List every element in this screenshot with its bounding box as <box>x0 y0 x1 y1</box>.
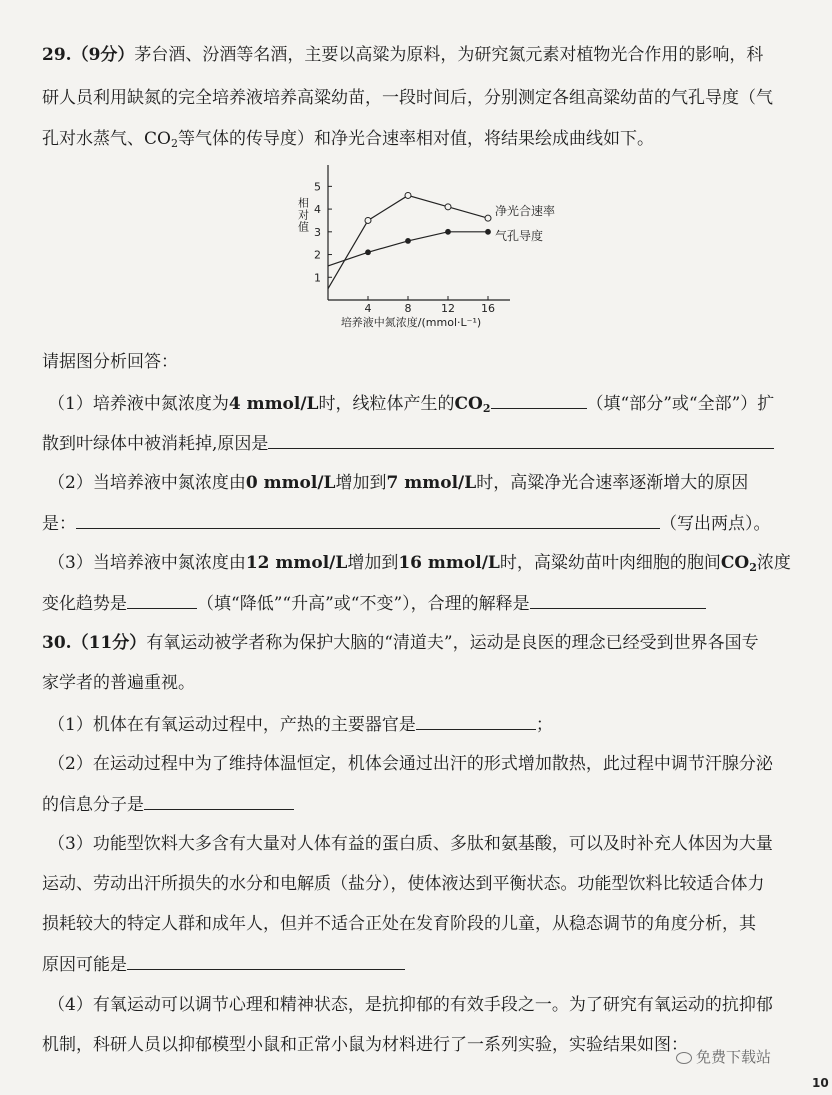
q29-line3: 孔对水蒸气、CO2等气体的传导度）和净光合速率相对值，将结果绘成曲线如下。 <box>42 129 654 150</box>
answer-blank-1[interactable] <box>491 392 587 409</box>
y-tick-label: 3 <box>314 225 321 239</box>
data-point <box>365 217 371 223</box>
y-tick-label: 4 <box>314 203 321 217</box>
q29-text1: 茅台酒、汾酒等名酒，主要以高粱为原料，为研究氮元素对植物光合作用的影响，科 <box>134 45 764 65</box>
watermark: 免费下载站 <box>676 1046 771 1067</box>
answer-blank-4[interactable] <box>127 592 197 609</box>
q30-part3-line4: 原因可能是 <box>42 953 405 976</box>
x-tick-label: 16 <box>481 302 495 315</box>
wechat-icon <box>676 1052 692 1064</box>
y-axis-label: 相对值 <box>296 197 310 233</box>
q30-part3-line3: 损耗较大的特定人群和成年人，但并不适合正处在发育阶段的儿童，从稳态调节的角度分析，其 <box>42 914 756 934</box>
q29-part1-line1: （1）培养液中氮浓度为4 mmol/L时，线粒体产生的CO2 （填“部分”或“全部”）扩 <box>48 394 775 415</box>
y-tick-label: 2 <box>314 248 321 262</box>
data-point <box>405 192 411 198</box>
q29-line2: 研人员利用缺氮的完全培养液培养高粱幼苗，一段时间后，分别测定各组高粱幼苗的气孔导度（气 <box>42 88 773 108</box>
y-tick-label: 1 <box>314 271 321 285</box>
q30-part4-line2: 机制，科研人员以抑郁模型小鼠和正常小鼠为材料进行了一系列实验，实验结果如图： <box>42 1035 688 1055</box>
q30-part4-line1: （4）有氧运动可以调节心理和精神状态，是抗抑郁的有效手段之一。为了研究有氧运动的抗抑郁 <box>48 995 773 1015</box>
q29-part1-line2: 散到叶绿体中被消耗掉,原因是 <box>42 432 774 455</box>
data-point <box>486 229 491 234</box>
x-axis-label: 培养液中氮浓度/(mmol·L⁻¹) <box>340 316 482 329</box>
series-label-1: 净光合速率 <box>495 204 556 219</box>
x-tick-label: 8 <box>404 302 412 315</box>
q29-part3-line1: （3）当培养液中氮浓度由12 mmol/L增加到16 mmol/L时，高粱幼苗叶肉细胞的胞间CO2浓度 <box>48 553 791 574</box>
q30-line2: 家学者的普遍重视。 <box>42 673 195 693</box>
answer-blank-7[interactable] <box>144 793 294 810</box>
q29-number: 29.（9分） <box>42 45 135 65</box>
series-label-2: 气孔导度 <box>495 228 544 243</box>
data-point <box>446 229 451 234</box>
answer-blank-2[interactable] <box>268 432 774 449</box>
q29-line1 <box>42 44 763 66</box>
q30-part2-line1: （2）在运动过程中为了维持体温恒定，机体会通过出汗的形式增加散热，此过程中调节汗腺分泌 <box>48 754 773 774</box>
q29-part3-line2: 变化趋势是 （填“降低”“升高”或“不变”），合理的解释是 <box>42 592 706 615</box>
q29-part2-line1: （2）当培养液中氮浓度由0 mmol/L增加到7 mmol/L时，高粱净光合速率逐渐增大的原因 <box>48 473 749 493</box>
answer-blank-3[interactable] <box>76 512 660 529</box>
q29-part2-line2: 是： （写出两点）。 <box>42 514 771 534</box>
answer-blank-8[interactable] <box>127 953 405 970</box>
y-tick-label: 5 <box>314 180 321 194</box>
data-point <box>445 204 451 210</box>
q30-part3-line1: （3）功能型饮料大多含有大量对人体有益的蛋白质、多肽和氨基酸，可以及时补充人体因为大量 <box>48 834 773 854</box>
q30-line1: 30.（11分）有氧运动被学者称为保护大脑的“清道夫”，运动是良医的理念已经受到世界各国专 <box>42 633 759 653</box>
data-point <box>366 250 371 255</box>
data-point <box>485 215 491 221</box>
x-tick-label: 12 <box>441 302 455 315</box>
x-tick-label: 4 <box>364 302 372 315</box>
answer-blank-6[interactable] <box>416 713 536 730</box>
q30-part1: （1）机体在有氧运动过程中，产热的主要器官是 ； <box>48 715 553 735</box>
q29-prompt: 请据图分析回答： <box>42 352 178 372</box>
data-point <box>406 239 411 244</box>
q30-part3-line2: 运动、劳动出汗所损失的水分和电解质（盐分），使体液达到平衡状态。功能型饮料比较适合体力 <box>42 874 765 894</box>
q30-number: 30.（11分） <box>42 633 147 653</box>
q30-part2-line2: 的信息分子是 <box>42 793 294 816</box>
answer-blank-5[interactable] <box>530 592 706 609</box>
chart <box>280 160 580 340</box>
page-number: 10 <box>812 1076 829 1090</box>
